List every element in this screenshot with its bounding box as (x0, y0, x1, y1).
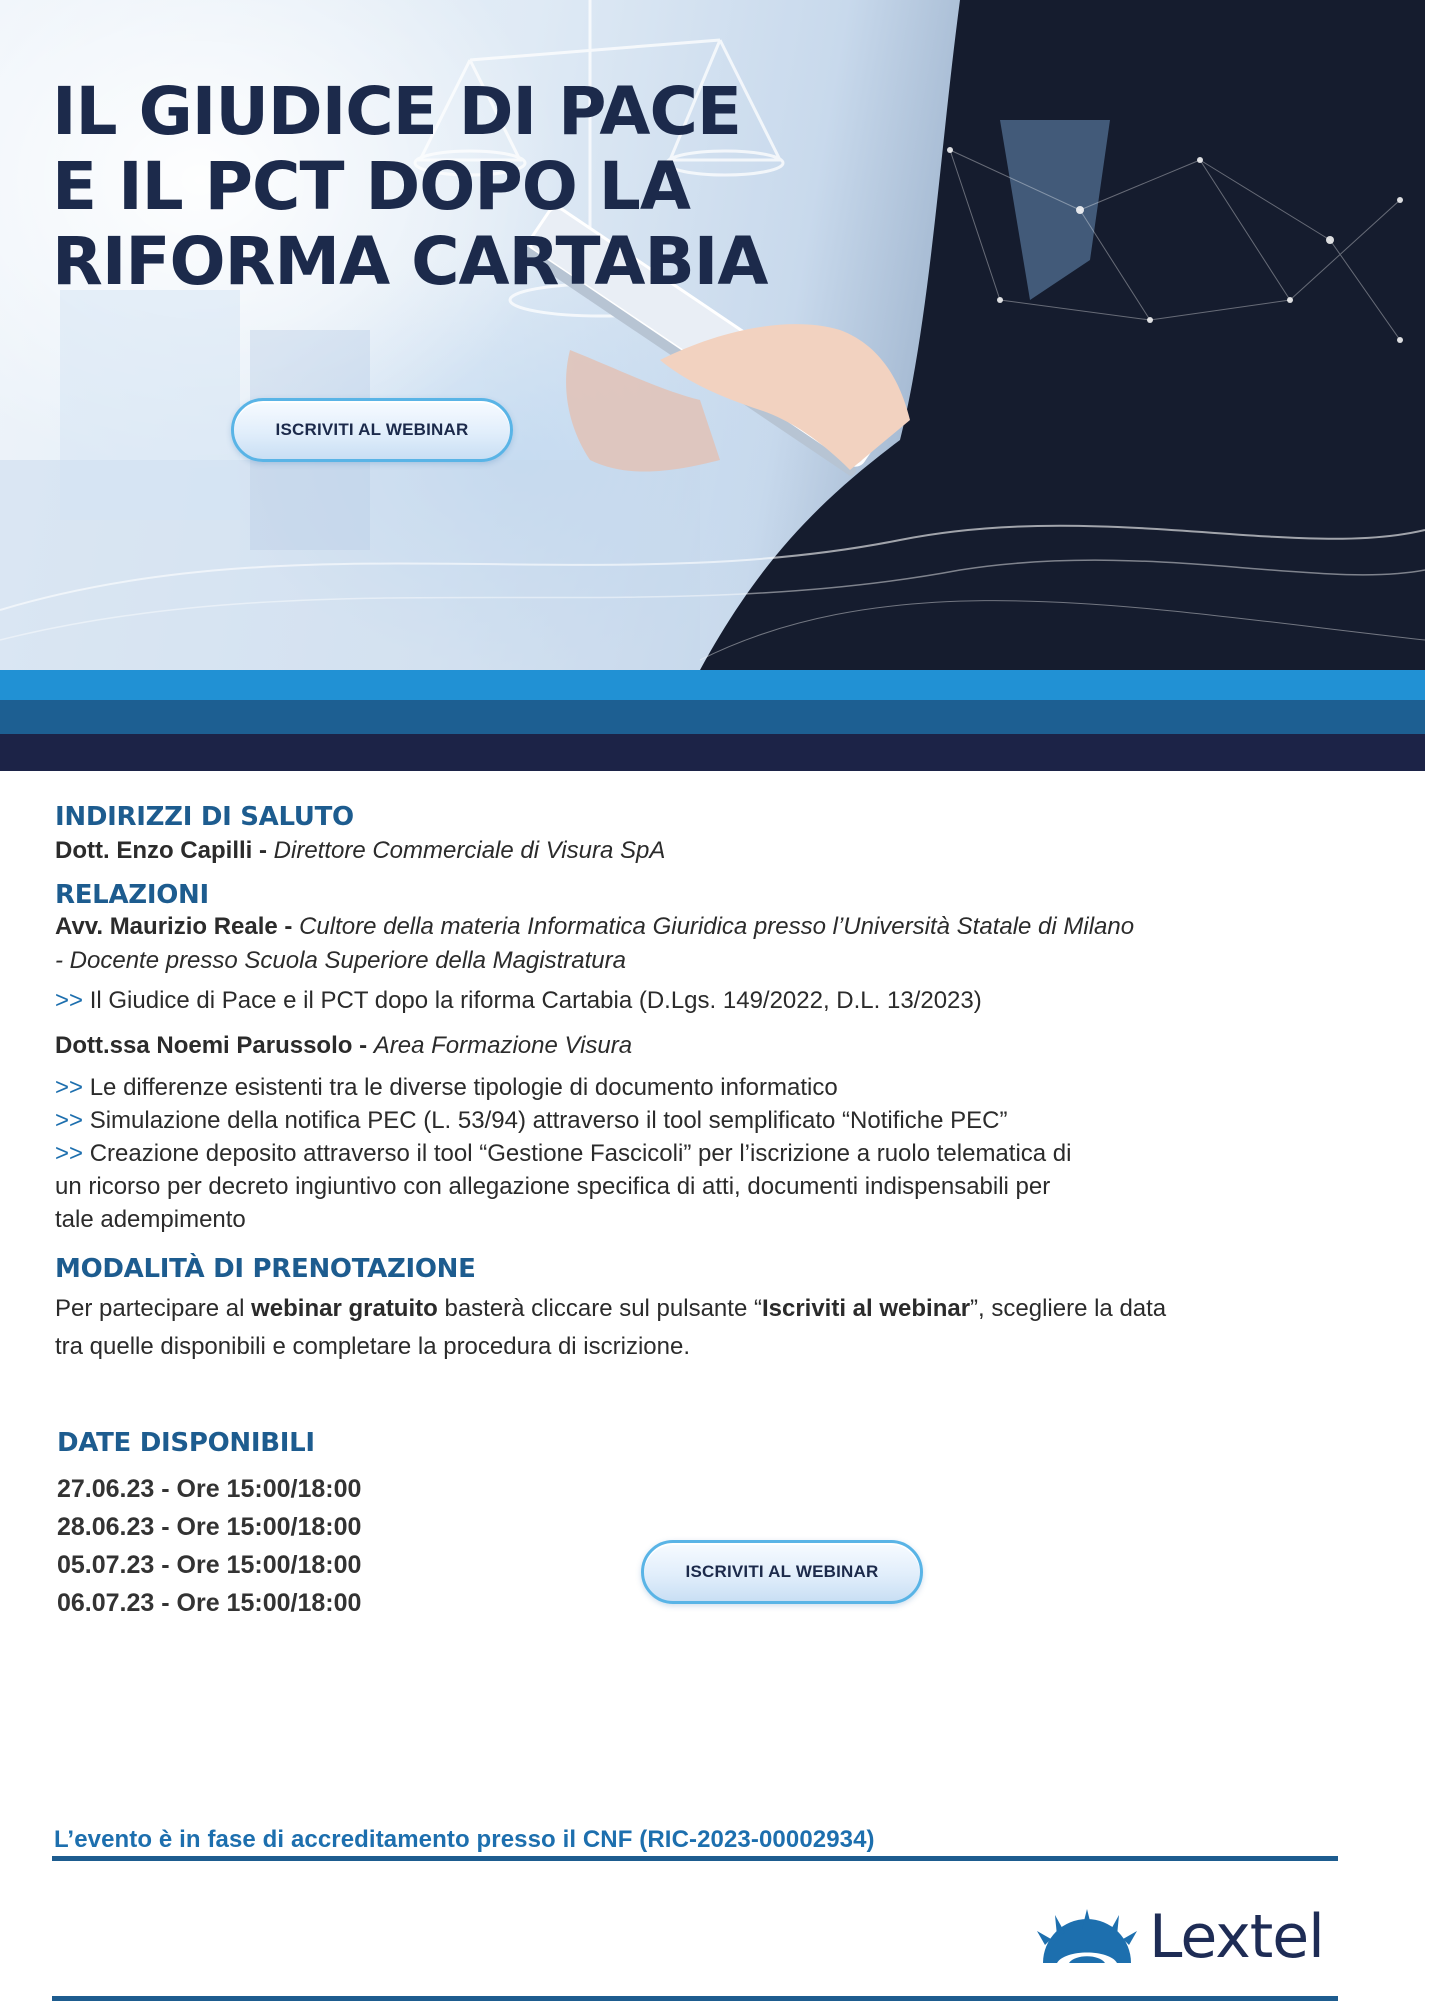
speaker-role: Area Formazione Visura (373, 1032, 633, 1059)
booking-text: basterà cliccare sul pulsante “ (437, 1295, 762, 1322)
logo-text: Lextel (1149, 1902, 1324, 1972)
title-line: E IL PCT DOPO LA (52, 148, 690, 225)
lextel-logo-icon (1035, 1909, 1139, 1965)
section-heading-prenotazione: MODALITÀ DI PRENOTAZIONE (55, 1254, 476, 1284)
speaker-role: Direttore Commerciale di Visura SpA (273, 837, 666, 864)
booking-paragraph (55, 1290, 1355, 1328)
lextel-logo (1035, 1902, 1324, 1972)
topic-text-cont: un ricorso per decreto ingiuntivo con allegazione specifica di atti, documenti indispensabili per (55, 1173, 1051, 1200)
topic-item (55, 1071, 1355, 1104)
accreditation-note: L’evento è in fase di accreditamento presso il CNF (RIC-2023-00002934) (54, 1826, 875, 1853)
date-row: 28.06.23 - Ore 15:00/18:00 (57, 1513, 362, 1541)
header-band-light (0, 670, 1425, 700)
page-title (52, 74, 772, 299)
booking-paragraph-line2: tra quelle disponibili e completare la procedura di iscrizione. (55, 1333, 691, 1360)
section-heading-relazioni: RELAZIONI (55, 880, 209, 910)
topic-text: Creazione deposito attraverso il tool “Gestione Fascicoli” per l’iscrizione a ruolo telematica di (89, 1140, 1072, 1167)
topic-item (55, 984, 1355, 1017)
booking-text-bold: Iscriviti al webinar (761, 1295, 971, 1322)
speaker-name: Dott.ssa Noemi Parussolo - (55, 1032, 368, 1059)
title-line: IL GIUDICE DI PACE (52, 73, 741, 150)
topic-text-cont: tale adempimento (55, 1206, 246, 1233)
date-row: 06.07.23 - Ore 15:00/18:00 (57, 1589, 362, 1617)
header-band-mid (0, 700, 1425, 734)
speaker-reale (55, 910, 1355, 944)
topic-text: Le differenze esistenti tra le diverse tipologie di documento informatico (89, 1074, 838, 1101)
topic-item (55, 1137, 1355, 1170)
speaker-name: Dott. Enzo Capilli - (55, 837, 267, 864)
speaker-name: Avv. Maurizio Reale - (55, 913, 293, 940)
section-heading-saluto: INDIRIZZI DI SALUTO (55, 802, 354, 832)
header-band-dark (0, 734, 1425, 771)
register-webinar-button[interactable]: ISCRIVITI AL WEBINAR (231, 398, 513, 462)
arrow-icon: >> (55, 1107, 84, 1134)
divider (52, 1856, 1338, 1861)
speaker-saluto (55, 834, 1355, 868)
topic-text: Il Giudice di Pace e il PCT dopo la riforma Cartabia (D.Lgs. 149/2022, D.L. 13/2023) (89, 987, 982, 1014)
arrow-icon: >> (55, 1140, 84, 1167)
booking-text-bold: webinar gratuito (251, 1295, 438, 1322)
arrow-icon: >> (55, 1074, 84, 1101)
booking-text: ”, scegliere la data (970, 1295, 1167, 1322)
date-row: 27.06.23 - Ore 15:00/18:00 (57, 1475, 362, 1503)
hero-banner (0, 0, 1425, 670)
title-line: RIFORMA CARTABIA (52, 223, 768, 300)
program-content (55, 802, 1355, 1622)
booking-text: Per partecipare al (55, 1295, 252, 1322)
section-heading-date: DATE DISPONIBILI (57, 1428, 315, 1458)
register-webinar-button-bottom[interactable]: ISCRIVITI AL WEBINAR (641, 1540, 923, 1604)
topic-text: Simulazione della notifica PEC (L. 53/94) attraverso il tool semplificato “Notifiche PEC” (89, 1107, 1008, 1134)
speaker-role: Cultore della materia Informatica Giuridica presso l’Università Statale di Milano (299, 913, 1135, 940)
speaker-parussolo (55, 1029, 1355, 1063)
speaker-role-cont (55, 944, 1355, 978)
topic-item (55, 1104, 1355, 1137)
speaker-role-line2: - Docente presso Scuola Superiore della Magistratura (55, 947, 626, 974)
divider (52, 1996, 1338, 2001)
date-row: 05.07.23 - Ore 15:00/18:00 (57, 1551, 362, 1579)
arrow-icon: >> (55, 987, 84, 1014)
